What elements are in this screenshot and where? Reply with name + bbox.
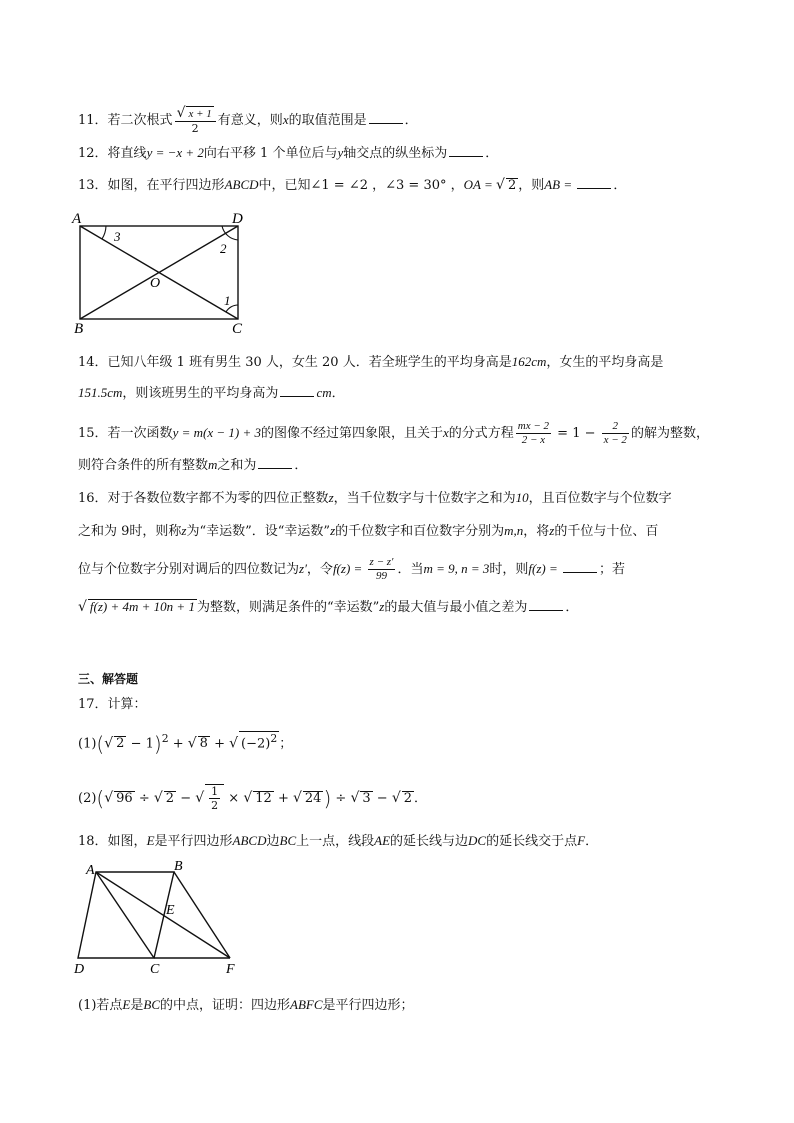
exponent: 2 [270, 732, 278, 745]
question-14 [78, 353, 663, 372]
shape-name: ABFC [290, 997, 323, 1012]
math-expression: AB = [544, 177, 576, 192]
question-text: ．当 [397, 562, 424, 577]
question-text: 的千位与十位、百 [554, 524, 659, 539]
numerator: mx − 2 [517, 420, 550, 432]
question-text: 的解为整数， [630, 426, 709, 441]
denominator: x − 2 [603, 434, 627, 446]
question-text: 将直线 [107, 146, 147, 161]
question-text: 已知八年级 1 班有男生 30 人，女生 20 人．若全班学生的平均身高是 [107, 355, 512, 370]
question-text: 如图，在平行四边形 [107, 178, 225, 193]
question-number: 16． [78, 491, 108, 506]
question-17-part-1: (1)(√ 2 − 1)$^2$ + √ 8 + √ $(-2)^2$ ； [78, 731, 293, 756]
question-text: 时，则 [489, 562, 529, 577]
question-14-line-2 [78, 384, 345, 403]
radicand: 2 [116, 736, 125, 752]
variable: z′ [299, 561, 307, 576]
operator: + [273, 791, 293, 806]
question-18-part-1 [78, 996, 414, 1015]
question-text: ；若 [599, 562, 626, 577]
radicand: x + 1 [188, 108, 212, 120]
segment-name: BC [279, 833, 297, 848]
question-12 [78, 144, 498, 163]
question-text: ，当千位数字与十位数字之和为 [333, 491, 516, 506]
question-16 [78, 489, 672, 508]
angle-label-2: 2 [220, 241, 227, 256]
question-number: 11． [78, 113, 108, 128]
question-text: 是 [130, 998, 144, 1013]
question-text: 若一次函数 [107, 426, 173, 441]
question-16-line-2 [78, 522, 658, 541]
question-number: 18． [78, 834, 108, 849]
math-expression: y = m(x − 1) + 3 [172, 425, 261, 440]
question-text: 对于各数位数字都不为零的四位正整数 [107, 491, 329, 506]
shape-name: ABCD [224, 177, 259, 192]
question-text: 如图， [107, 834, 147, 849]
question-text: 的延长线与边 [390, 834, 469, 849]
radicand: 8 [199, 736, 208, 752]
label-c: C [232, 321, 243, 336]
question-text: 的分式方程 [448, 426, 514, 441]
question-text: 则符合条件的所有整数 [78, 458, 209, 473]
part-label: (2) [78, 791, 97, 806]
segment-name: AE [374, 833, 391, 848]
radicand: f(z) + 4m + 10n + 1 [89, 599, 195, 614]
variable: z [549, 523, 555, 538]
variable: z [330, 523, 336, 538]
variable: E [122, 997, 131, 1012]
question-text: 轴交点的纵坐标为 [343, 146, 448, 161]
denominator: 2 [191, 122, 199, 135]
question-number: 17． [78, 697, 108, 712]
question-text: ，女生的平均身高是 [546, 355, 664, 370]
radicand: 24 [304, 791, 322, 806]
variable: z [379, 599, 385, 614]
math-expression: y = −x + 2 [146, 145, 204, 160]
question-text: ，则 [518, 178, 545, 193]
question-text: 的图像不经过第四象限，且关于 [260, 426, 443, 441]
answer-blank[interactable] [280, 384, 314, 397]
punctuation: ． [565, 600, 579, 615]
question-15-line-2 [78, 456, 307, 475]
punctuation: ． [414, 791, 428, 806]
question-text: 边 [266, 834, 280, 849]
parallelogram-figure-q13 [70, 208, 260, 336]
denominator: 2 [211, 799, 219, 812]
question-text: 位与个位数字分别对调后的四位数记为 [78, 562, 300, 577]
answer-blank[interactable] [258, 456, 292, 469]
question-text: 的取值范围是 [288, 113, 367, 128]
segment-bf [174, 872, 230, 958]
fraction [209, 785, 220, 812]
question-18 [78, 832, 598, 851]
math-expression: OA = [463, 177, 497, 192]
question-number: 14． [78, 355, 108, 370]
answer-blank[interactable] [449, 144, 483, 157]
radicand: 2 [507, 178, 517, 193]
question-text: 向右平移 1 个单位后与 [203, 146, 338, 161]
part-label: (1)若点 [78, 998, 123, 1013]
punctuation: ． [585, 834, 599, 849]
label-b: B [174, 859, 183, 874]
angle-3-arc [102, 226, 106, 239]
radicand: 2 [165, 791, 175, 806]
question-17 [78, 696, 147, 714]
variable: F [577, 833, 586, 848]
punctuation: ． [613, 178, 627, 193]
label-d: D [232, 211, 243, 227]
numerator: 1 [211, 785, 219, 798]
label-f: F [226, 962, 235, 976]
question-text: 的千位数字和百位数字分别为 [335, 524, 505, 539]
label-d: D [74, 962, 85, 976]
radicand: 12 [255, 791, 272, 806]
radicand: 2 [403, 791, 413, 806]
question-text: 是平行四边形； [322, 998, 414, 1013]
label-b: B [74, 321, 84, 336]
angle-label-1: 1 [224, 293, 231, 308]
math-value: 162cm [511, 354, 547, 369]
question-text: 中，已知∠1 = ∠2 ，∠3 = 30° ， [258, 178, 464, 193]
segment-name: BC [143, 997, 161, 1012]
math-value: 151.5cm [78, 385, 123, 400]
question-text: 之和为 [217, 458, 257, 473]
fraction [516, 420, 551, 447]
question-text: 的延长线交于点 [486, 834, 578, 849]
parallelogram-abcd [78, 872, 174, 958]
punctuation: ． [485, 146, 499, 161]
operator: × [224, 791, 244, 806]
question-13: 13．如图，在平行四边形ABCD中，已知∠1 = ∠2 ，∠3 = 30° ，OA = √ 2 ，则AB = ． [78, 177, 627, 193]
question-text: ，且百位数字与个位数字 [528, 491, 672, 506]
shape-name: ABCD [232, 833, 267, 848]
question-number: 15． [78, 426, 108, 441]
section-heading: 三、解答题 [78, 672, 139, 686]
numerator: 2 [602, 420, 629, 434]
math-expression: m,n [504, 523, 524, 538]
question-number: 12． [78, 146, 108, 161]
label-o: O [150, 276, 161, 291]
question-text: 有意义，则 [217, 113, 283, 128]
question-text: 为“幸运数”．设“幸运数” [186, 524, 331, 539]
label-a: A [86, 863, 95, 878]
part-label: (1) [78, 736, 97, 752]
punctuation: ； [279, 736, 293, 752]
question-text: 若二次根式 [107, 113, 173, 128]
question-text: ，将 [523, 524, 550, 539]
fraction [368, 556, 396, 583]
label-a: A [72, 211, 82, 227]
answer-blank[interactable] [577, 176, 611, 189]
fraction [602, 420, 629, 447]
question-text: 为整数，则满足条件的“幸运数” [196, 600, 380, 615]
numerator: z − z′ [369, 556, 394, 568]
question-text: 计算： [107, 697, 147, 712]
variable: x [282, 112, 289, 127]
question-15 [78, 420, 709, 447]
punctuation: ． [404, 113, 418, 128]
fraction: $\frac{√ x + 1}{2}$ [175, 106, 216, 135]
angle-label-3: 3 [114, 229, 121, 244]
radicand: 3 [362, 791, 371, 806]
answer-blank[interactable] [369, 111, 403, 124]
unit: cm [316, 385, 332, 400]
variable: E [146, 833, 155, 848]
denominator: 99 [375, 570, 387, 582]
question-text: 上一点，线段 [296, 834, 375, 849]
question-11 [78, 106, 418, 135]
math-expression: = 1 − [553, 426, 600, 441]
parallelogram-figure-q18 [70, 856, 250, 976]
question-text: 的中点，证明：四边形 [160, 998, 291, 1013]
variable: x [442, 425, 449, 440]
question-text: 的最大值与最小值之差为 [384, 600, 528, 615]
radicand: (−2) [241, 736, 271, 752]
operator: ÷ [331, 791, 351, 806]
variable: y [337, 145, 344, 160]
label-e: E [166, 903, 175, 918]
denominator: 2 − x [521, 434, 546, 446]
question-16-line-4: √ f(z) + 4m + 10n + 1 为整数，则满足条件的“幸运数”z的最大值与最小值之差为 ． [78, 599, 579, 615]
question-text: ，则该班男生的平均身高为 [122, 386, 279, 401]
math-value: 10 [515, 490, 529, 505]
question-text: 之和为 9时，则称 [78, 524, 182, 539]
operator: ÷ [134, 791, 154, 806]
math-expression: − 1 [126, 736, 154, 752]
question-text: 是平行四边形 [154, 834, 233, 849]
segment-name: DC [468, 833, 487, 848]
operator: + [209, 736, 230, 752]
answer-blank[interactable] [529, 598, 563, 611]
operator: + [168, 736, 188, 752]
segment-ac [96, 872, 154, 958]
math-expression: f(z) = [528, 561, 562, 576]
question-number: 13． [78, 178, 108, 193]
math-expression: m = 9, n = 3 [423, 561, 490, 576]
operator: − [372, 791, 392, 806]
math-expression: f(z) = [332, 561, 366, 576]
variable: z [328, 490, 334, 505]
radicand: 96 [116, 791, 133, 806]
exponent: 2 [161, 732, 169, 745]
variable: z [181, 523, 187, 538]
punctuation: ． [331, 386, 345, 401]
operator: − [176, 791, 196, 806]
question-17-part-2: (2)(√ 96 ÷ √ 2 − √ $\frac{1}{2}$ × √ 12 + √ 24 ) ÷ √ 3 − √ 2 ． [78, 785, 428, 812]
punctuation: ． [294, 458, 308, 473]
variable: m [208, 457, 218, 472]
question-text: ，令 [306, 562, 333, 577]
segment-af [96, 872, 230, 958]
question-16-line-3 [78, 556, 625, 583]
answer-blank[interactable] [563, 560, 597, 573]
label-c: C [150, 962, 160, 976]
